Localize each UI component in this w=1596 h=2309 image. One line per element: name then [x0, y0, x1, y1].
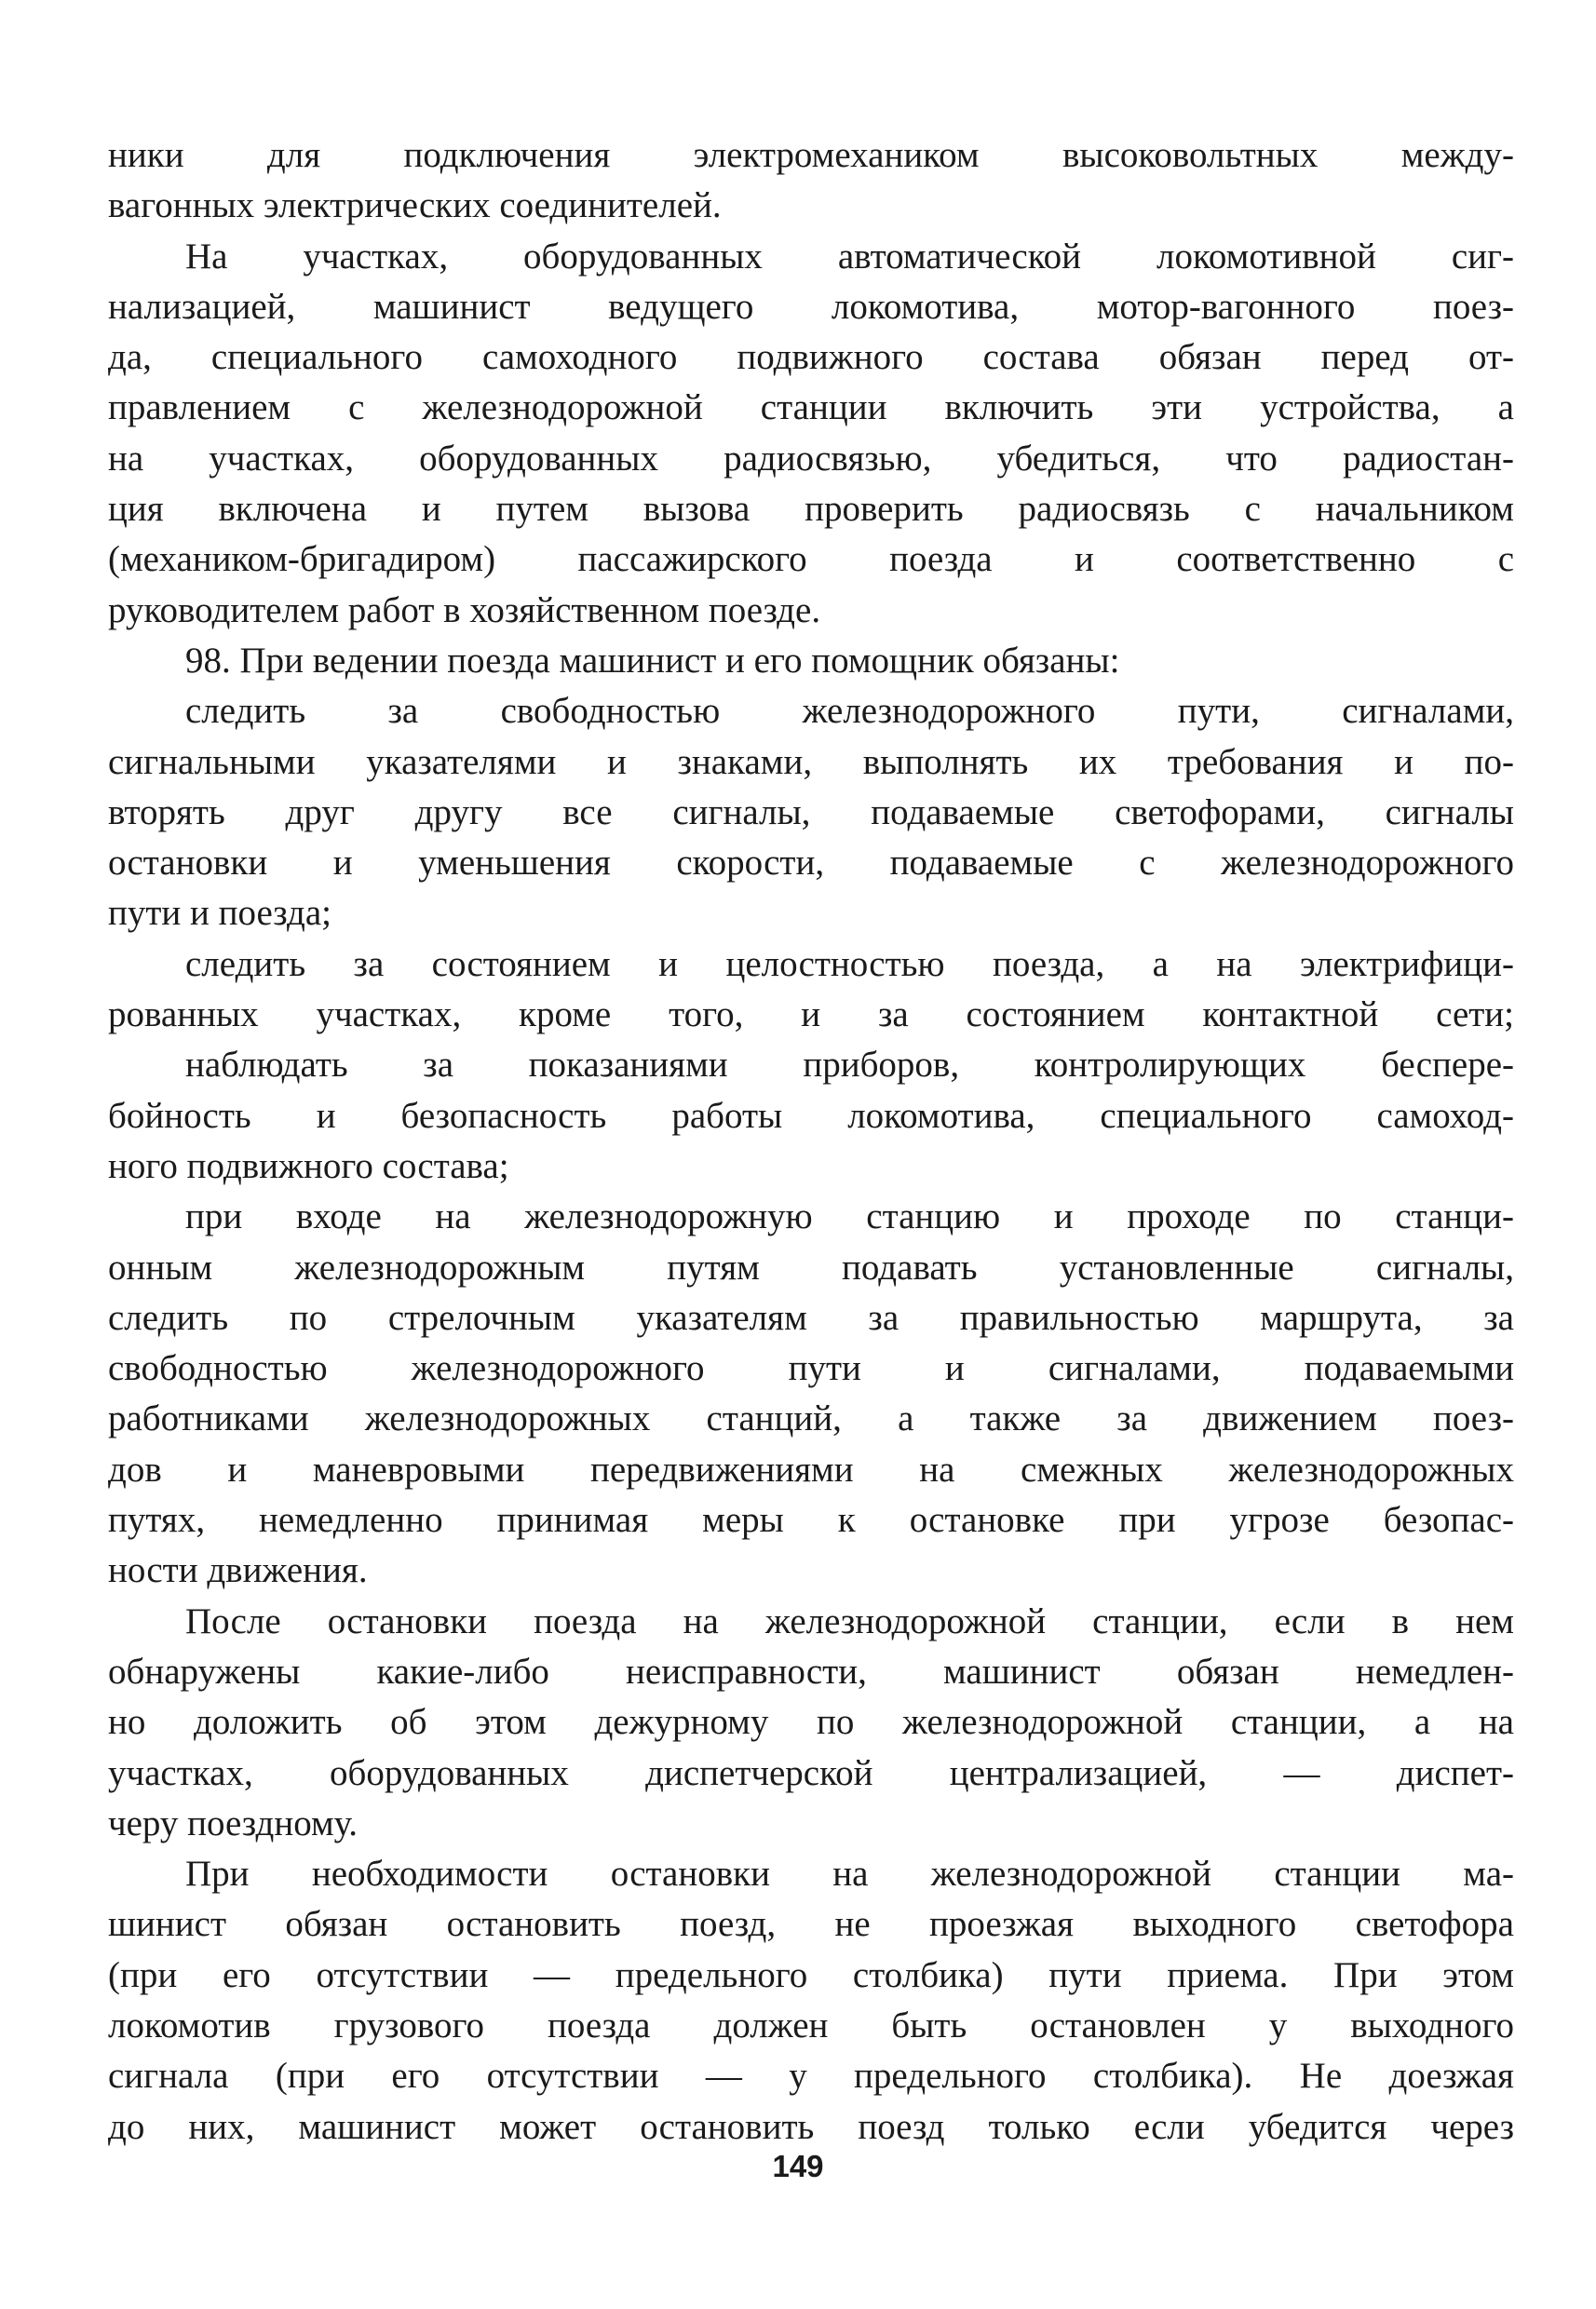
text-line: да, специального самоходного подвижного состава обязан перед от-	[108, 337, 1514, 378]
text-line: (механиком-бригадиром) пассажирского поезда и соответственно с	[108, 539, 1514, 580]
text-line: дов и маневровыми передвижениями на смежных железнодорожных	[108, 1449, 1514, 1490]
text-line: до них, машинист может остановить поезд только если убедится через	[108, 2106, 1514, 2147]
body-text	[108, 130, 1514, 2153]
text-line: черу поездному.	[108, 1803, 358, 1843]
text-line: правлением с железнодорожной станции включить эти устройства, а	[108, 387, 1514, 428]
text-line: наблюдать за показаниями приборов, контролирующих беспере-	[185, 1045, 1514, 1086]
text-line: обнаружены какие-либо неисправности, машинист обязан немедлен-	[108, 1651, 1514, 1692]
text-line: вторять друг другу все сигналы, подаваемые светофорами, сигналы	[108, 791, 1514, 832]
text-line: следить за состоянием и целостностью поезда, а на электрифици-	[185, 943, 1514, 984]
text-line: участках, оборудованных диспетчерской централизацией, — диспет-	[108, 1752, 1514, 1793]
text-line: путях, немедленно принимая меры к остановке при угрозе безопас-	[108, 1500, 1514, 1541]
text-line: бойность и безопасность работы локомотива, специального самоход-	[108, 1095, 1514, 1136]
text-line: ция включена и путем вызова проверить радиосвязь с начальником	[108, 489, 1514, 530]
text-line: следить по стрелочным указателям за правильностью маршрута, за	[108, 1297, 1514, 1338]
text-line: остановки и уменьшения скорости, подаваемые с железнодорожного	[108, 843, 1514, 884]
text-line: на участках, оборудованных радиосвязью, убедиться, что радиостан-	[108, 438, 1514, 479]
text-line: При необходимости остановки на железнодорожной станции ма-	[185, 1854, 1514, 1895]
text-line: онным железнодорожным путям подавать установленные сигналы,	[108, 1247, 1514, 1288]
text-line: 98. При ведении поезда машинист и его помощник обязаны:	[185, 640, 1120, 681]
text-line: свободностью железнодорожного пути и сигналами, подаваемыми	[108, 1348, 1514, 1389]
text-line: локомотив грузового поезда должен быть остановлен у выходного	[108, 2005, 1514, 2046]
text-line: руководителем работ в хозяйственном поезде.	[108, 589, 821, 630]
text-line: пути и поезда;	[108, 893, 331, 934]
text-line: но доложить об этом дежурному по железнодорожной станции, а на	[108, 1702, 1514, 1743]
text-line: На участках, оборудованных автоматической локомотивной сиг-	[185, 236, 1514, 277]
text-line: работниками железнодорожных станций, а также за движением поез-	[108, 1398, 1514, 1439]
text-line: при входе на железнодорожную станцию и проходе по станци-	[185, 1196, 1514, 1237]
text-line: После остановки поезда на железнодорожной станции, если в нем	[185, 1600, 1514, 1641]
text-line: следить за свободностью железнодорожного пути, сигналами,	[185, 691, 1514, 732]
text-line: нализацией, машинист ведущего локомотива, мотор-вагонного поез-	[108, 286, 1514, 327]
text-line: (при его отсутствии — предельного столбика) пути приема. При этом	[108, 1954, 1514, 1995]
text-line: ники для подключения электромехаником высоковольтных между-	[108, 135, 1514, 175]
text-line: ного подвижного состава;	[108, 1145, 509, 1186]
text-line: ности движения.	[108, 1550, 368, 1591]
text-line: вагонных электрических соединителей.	[108, 185, 722, 226]
page-number: 149	[772, 2149, 824, 2183]
text-line: сигнала (при его отсутствии — у предельного столбика). Не доезжая	[108, 2056, 1514, 2097]
text-line: сигнальными указателями и знаками, выполнять их требования и по-	[108, 741, 1514, 782]
text-line: шинист обязан остановить поезд, не проезжая выходного светофора	[108, 1904, 1514, 1945]
text-line: рованных участках, кроме того, и за состоянием контактной сети;	[108, 994, 1514, 1035]
